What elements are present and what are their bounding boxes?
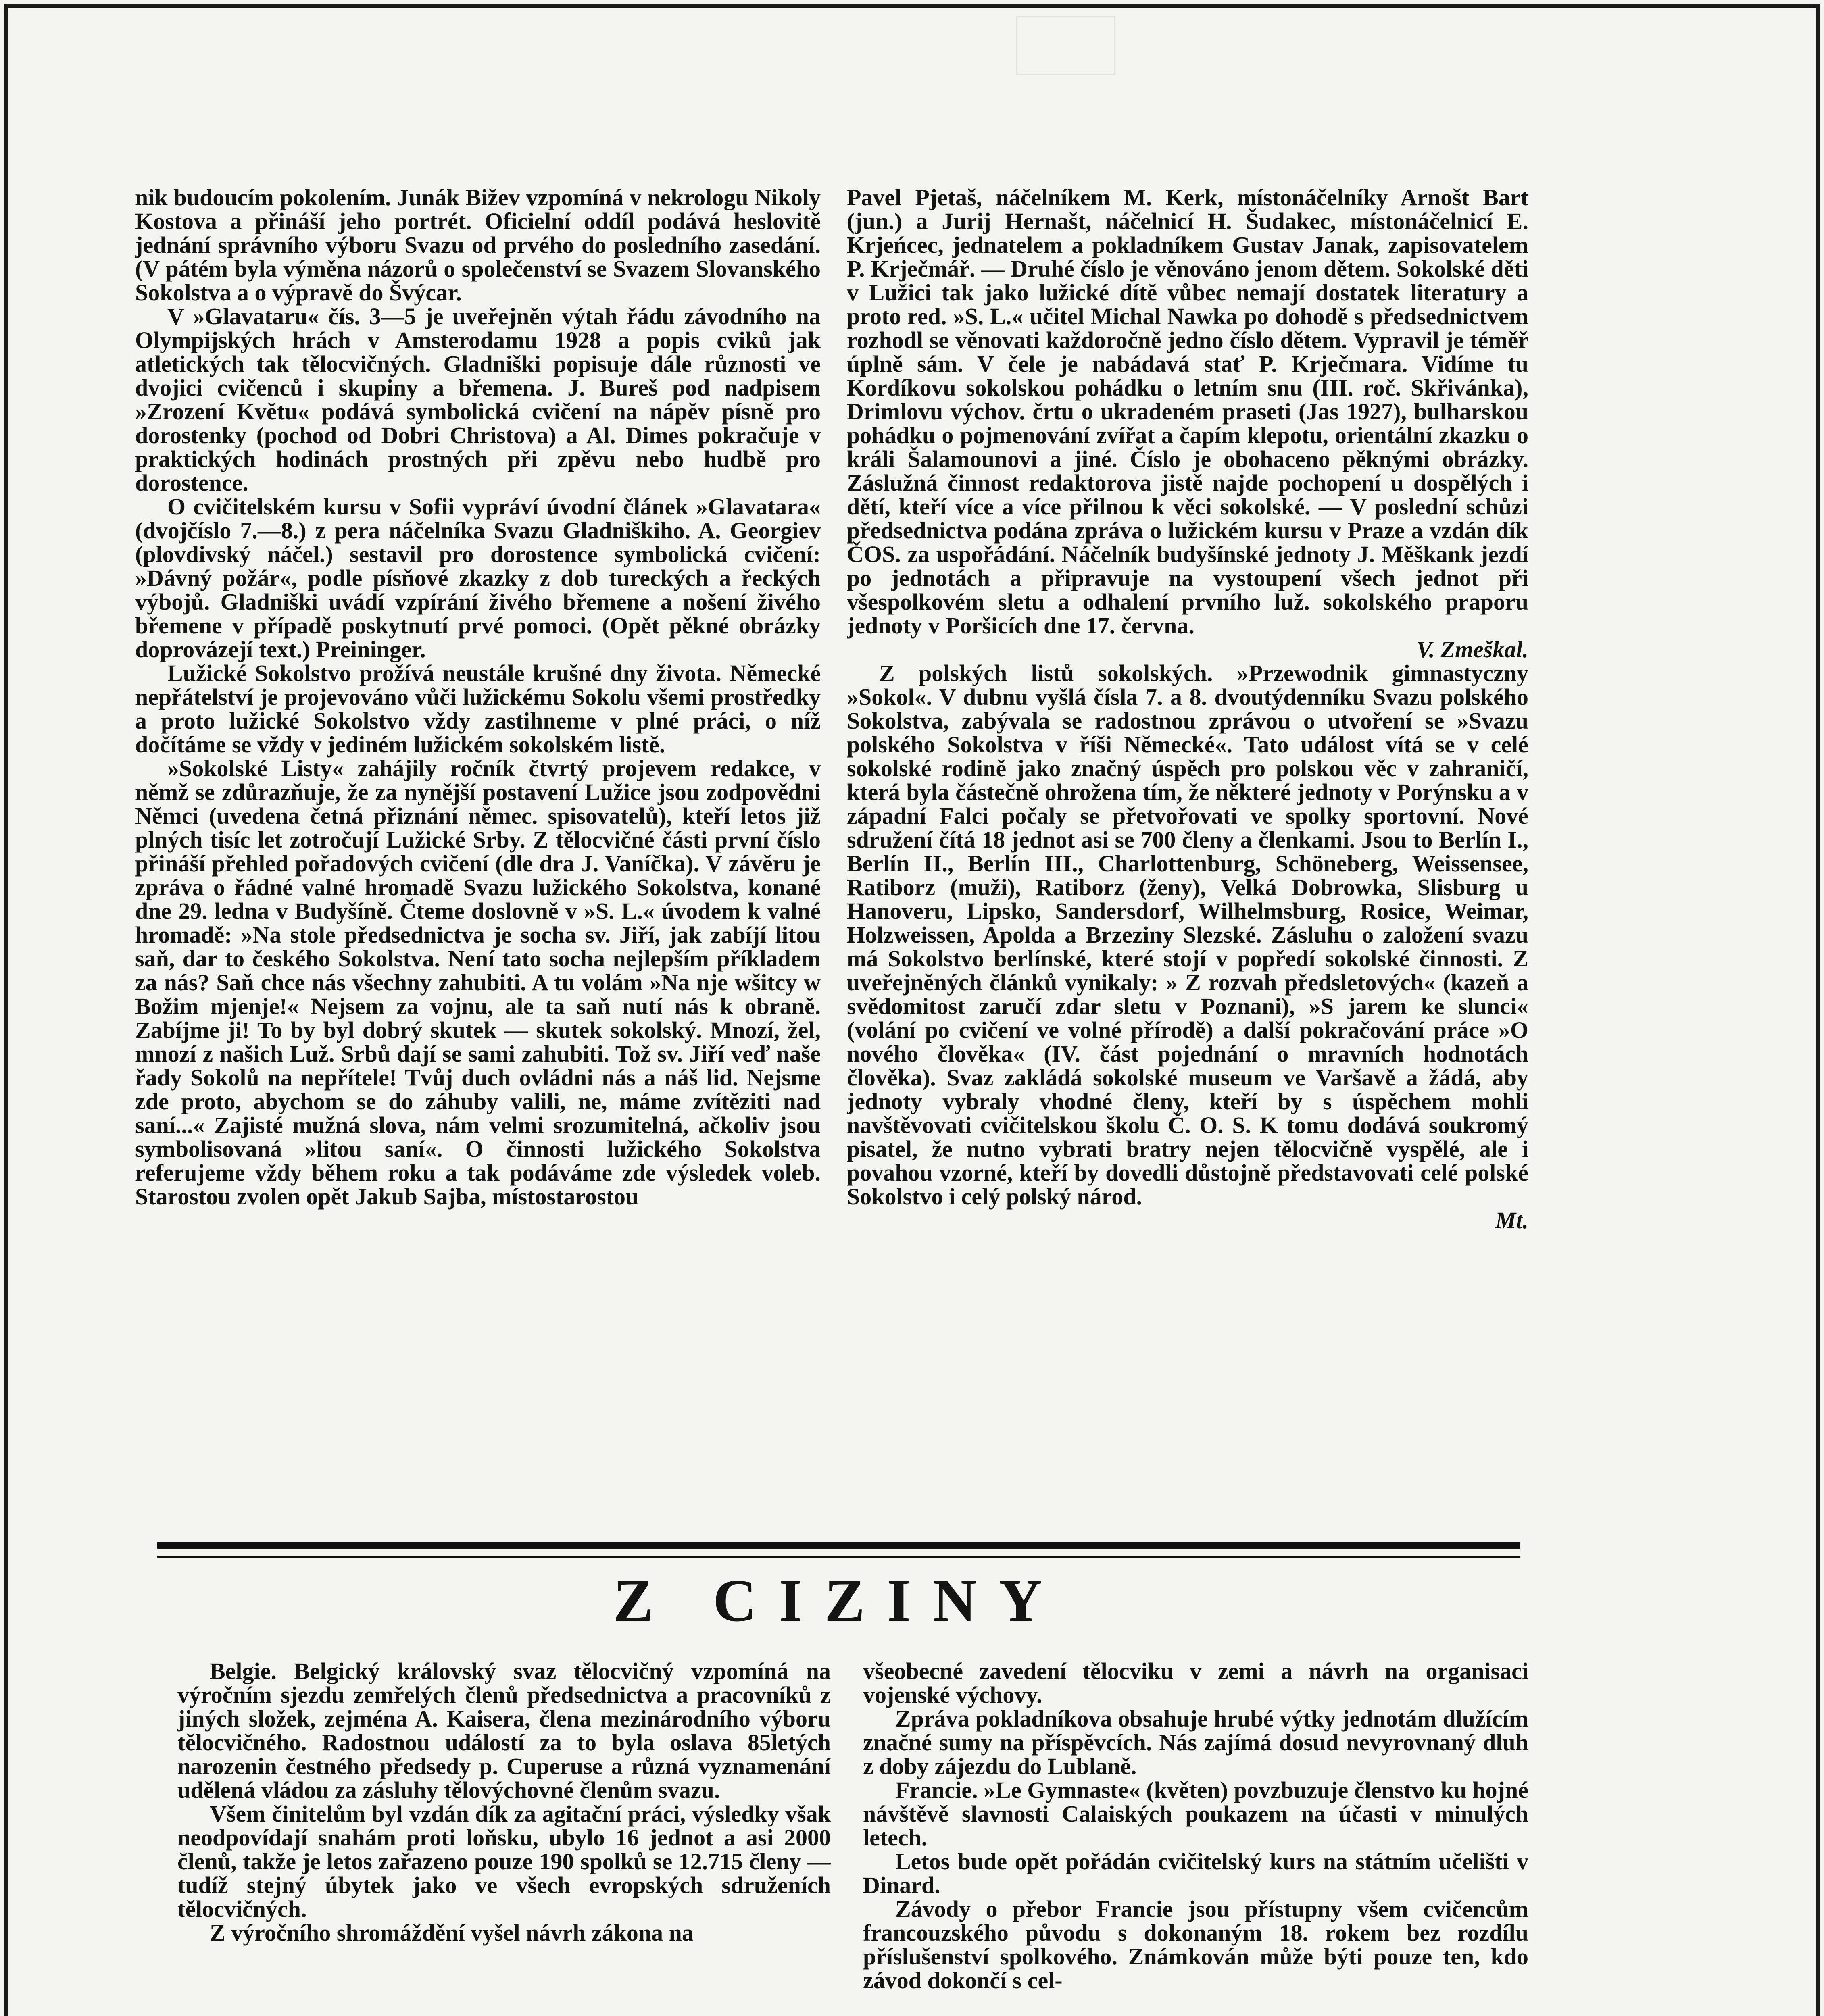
library-stamp (1016, 16, 1115, 75)
bottom-right-column (863, 1659, 1528, 2016)
section-divider-thick (157, 1542, 1520, 1549)
paragraph: Pavel Pjetaš, náčelníkem M. Kerk, místonáčelníky Arnošt Bart (jun.) a Jurij Hernašt, náčelnicí H. Šudakec, místonáčelnicí E. Krjeńcec, jednatelem a pokladníkem Gustav Janak, zapisovatelem P. Krječmář. — Druhé číslo je věnováno jenom dětem. Sokolské děti v Lužici tak jako lužické dítě vůbec nemají dostatek literatury a proto red. »S. L.« učitel Michal Nawka po dohodě s předsednictvem rozhodl se věnovati každoročně jedno číslo dětem. Vypravil je téměř úplně sám. V čele je nabádavá stať P. Krječmara. Vidíme tu Kordíkovu sokolskou pohádku o letním snu (III. roč. Skřivánka), Drimlovu výchov. črtu o ukradeném praseti (Jas 1927), bulharskou pohádku o pojmenování zvířat a čapím klepotu, orientální zkazku o králi Šalamounovi a jiné. Číslo je obohaceno pěknými obrázky. Záslužná činnost redaktorova jistě najde pochopení u dospělých i dětí, kteří více a více přilnou k věci sokolské. — V poslední schůzi předsednictva podána zpráva o lužickém kursu v Praze a vzdán dík ČOS. za uspořádání. Náčelník budyšínské jednoty J. Měškank jezdí po jednotách a připravuje na vystoupení všech jednot při všespolkovém sletu a odhalení prvního luž. sokolského praporu jednoty v Poršicích dne 17. června. (847, 185, 1528, 639)
paragraph: Všem činitelům byl vzdán dík za agitační práci, výsledky však neodpovídají snahám proti loňsku, ubylo 16 jednot a asi 2000 členů, takže je letos zařazeno pouze 190 spolků se 12.715 členy — tudíž stejný úbytek jako ve všech evropských sdruženích tělocvičných. (177, 1801, 831, 1922)
paragraph: Lužické Sokolstvo prožívá neustále krušné dny života. Německé nepřátelství je projevováno vůči lužickému Sokolu všemi prostředky a proto lužické Sokolstvo vždy zastihneme v plné práci, o níž dočítáme se vždy v jediném lužickém sokolském listě. (135, 660, 821, 758)
paragraph: V »Glavataru« čís. 3—5 je uveřejněn výtah řádu závodního na Olympijských hrách v Amsterodamu 1928 a popis cviků jak atletických tak tělocvičných. Gladniški popisuje dále různosti ve dvojici cvičenců i skupiny a břemena. J. Bureš pod nadpisem »Zrození Květu« podává symbolická cvičení na nápěv písně pro dorostenky (pochod od Dobri Christova) a Al. Dimes pokračuje v praktických hodinách prostných při zpěvu nebo hudbě pro dorostence. (135, 303, 821, 496)
paragraph: O cvičitelském kursu v Sofii vypráví úvodní článek »Glavatara« (dvojčíslo 7.—8.) z pera náčelníka Svazu Gladniškiho. A. Georgiev (plovdivský náčel.) sestavil pro dorostence symbolická cvičení: »Dávný požár«, podle písňové zkazky z dob tureckých a řeckých výbojů. Gladniški uvádí vzpírání živého břemene a nošení živého břemene v případě poskytnutí prvé pomoci. (Opět pěkné obrázky doprovázejí text.) Preininger. (135, 494, 821, 662)
paragraph: »Sokolské Listy« zahájily ročník čtvrtý projevem redakce, v němž se zdůrazňuje, že za nynější postavení Lužice jsou zodpovědni Němci (uvedena četná přiznání němec. spisovatelů), kteří letos již plných tisíc let zotročují Lužické Srby. Z tělocvičné části první číslo přináší přehled pořadových cvičení (dle dra J. Vaníčka). V závěru je zpráva o řádné valné hromadě Svazu lužického Sokolstva, konané dne 29. ledna v Budyšíně. Čteme doslovně v »S. L.« úvodem k valné hromadě: »Na stole předsednictva je socha sv. Jiří, jak zabíjí litou saň, dar to českého Sokolstva. Není tato socha nejlepším příkladem za nás? Saň chce nás všechny zahubiti. A tu volám »Na nje wšitcy w Božim mjenje!« Nejsem za vojnu, ale ta saň nutí nás k obraně. Zabíjme ji! To by byl dobrý skutek — skutek sokolský. Mnozí, žel, mnozí z našich Luž. Srbů dají se sami zahubiti. Tož sv. Jiří veď naše řady Sokolů na nepřítele! Tvůj duch ovládni nás a náš lid. Nejsme zde proto, abychom se do záhuby valili, ne, máme zvítěziti nad saní...« Zajisté mužná slova, nám velmi srozumitelná, ačkoliv jsou symbolisovaná »litou saní«. O činnosti lužického Sokolstva referujeme vždy během roku a tak podáváme zde výsledek voleb. Starostou zvolen opět Jakub Sajba, místostarostou (135, 755, 821, 1210)
paragraph: Závody o přebor Francie jsou přístupny všem cvičencům francouzského původu s dokonaným 18. rokem bez rozdílu příslušenství spolkového. Známkován může býti pouze ten, kdo závod dokončí s cel- (863, 1896, 1528, 1993)
paragraph: Belgie. Belgický královský svaz tělocvičný vzpomíná na výročním sjezdu zemřelých členů předsednictva a pracovníků z jiných složek, zejména A. Kaisera, člena mezinárodního výboru tělocvičného. Radostnou událostí za to byla oslava 85letých narozenin čestného předsedy p. Cuperuse a různá vyznamenání udělená vládou za zásluhy tělovýchovné členům svazu. (177, 1659, 831, 1803)
paragraph: Z výročního shromáždění vyšel návrh zákona na (210, 1920, 694, 1946)
top-left-column (135, 185, 821, 1500)
paragraph: Zpráva pokladníkova obsahuje hrubé výtky jednotám dlužícím značné sumy na příspěvcích. Nás zajímá dosud nevyrovnaný dluh z doby zájezdu do Lublaně. (863, 1706, 1528, 1779)
author-signature: V. Zmeškal. (1416, 636, 1528, 662)
section-title: Z CIZINY (613, 1567, 1065, 1634)
top-right-column (847, 185, 1528, 1500)
paragraph: všeobecné zavedení tělocviku v zemi a návrh na organisaci vojenské výchovy. (863, 1659, 1528, 1708)
paragraph: Francie. »Le Gymnaste« (květen) povzbuzuje členstvo ku hojné návštěvě slavnosti Calaiských poukazem na účasti v minulých letech. (863, 1777, 1528, 1851)
paragraph: Letos bude opět pořádán cvičitelský kurs na státním učelišti v Dinard. (863, 1848, 1528, 1898)
section-divider-thin (157, 1556, 1520, 1558)
paragraph: nik budoucím pokolením. Junák Bižev vzpomíná v nekrologu Nikoly Kostova a přináší jeho portrét. Oficielní oddíl podává heslovitě jednání správního výboru Svazu od prvého do posledního zasedání. (V pátém byla výměna názorů o společenství se Svazem Slovanského Sokolstva a o výpravě do Švýcar. (135, 185, 821, 306)
author-signature: Mt. (1495, 1207, 1528, 1233)
paragraph: Z polských listů sokolských. »Przewodnik gimnastyczny »Sokol«. V dubnu vyšlá čísla 7. a 8. dvoutýdenníku Svazu polského Sokolstva, zabývala se radostnou zprávou o utvoření se »Svazu polského Sokolstva v říši Německé«. Tato událost vítá se v celé sokolské rodině jako značný úspěch pro polskou věc v zahraničí, která byla částečně ohrožena tím, že některé jednoty v Porýnsku a v západní Falci počaly se přetvořovati ve spolky sportovní. Nové sdružení čítá 18 jednot asi se 700 členy a členkami. Jsou to Berlín I., Berlín II., Berlín III., Charlottenburg, Schöneberg, Weissensee, Ratiborz (muži), Ratiborz (ženy), Velká Dobrowka, Slisburg u Hanoveru, Lipsko, Sandersdorf, Wilhelmsburg, Rosice, Weimar, Holzweissen, Apolda a Brzeziny Slezské. Zásluhu o založení svazu má Sokolstvo berlínské, které stojí v popředí sokolské činnosti. Z uveřejněných článků vynikaly: » Z rozvah předsletových« (kazeň a svědomitost zaručí zdar sletu v Poznani), »S jarem ke slunci« (volání po cvičení ve volné přírodě) a další pokračování práce »O nového člověka« (IV. část pojednání o mravních hodnotách člověka). Svaz zakládá sokolské museum ve Varšavě a žádá, aby jednoty vybraly vhodné členy, kteří by s úspěchem mohli navštěvovati cvičitelskou školu Č. O. S. K tomu dodává soukromý pisatel, že nutno vybrati bratry nejen tělocvičně vyspělé, ale i povahou vzorné, kteří by dovedli důstojně představovati celé polské Sokolstvo i celý polský národ. (847, 660, 1528, 1210)
bottom-left-column (177, 1659, 831, 2016)
